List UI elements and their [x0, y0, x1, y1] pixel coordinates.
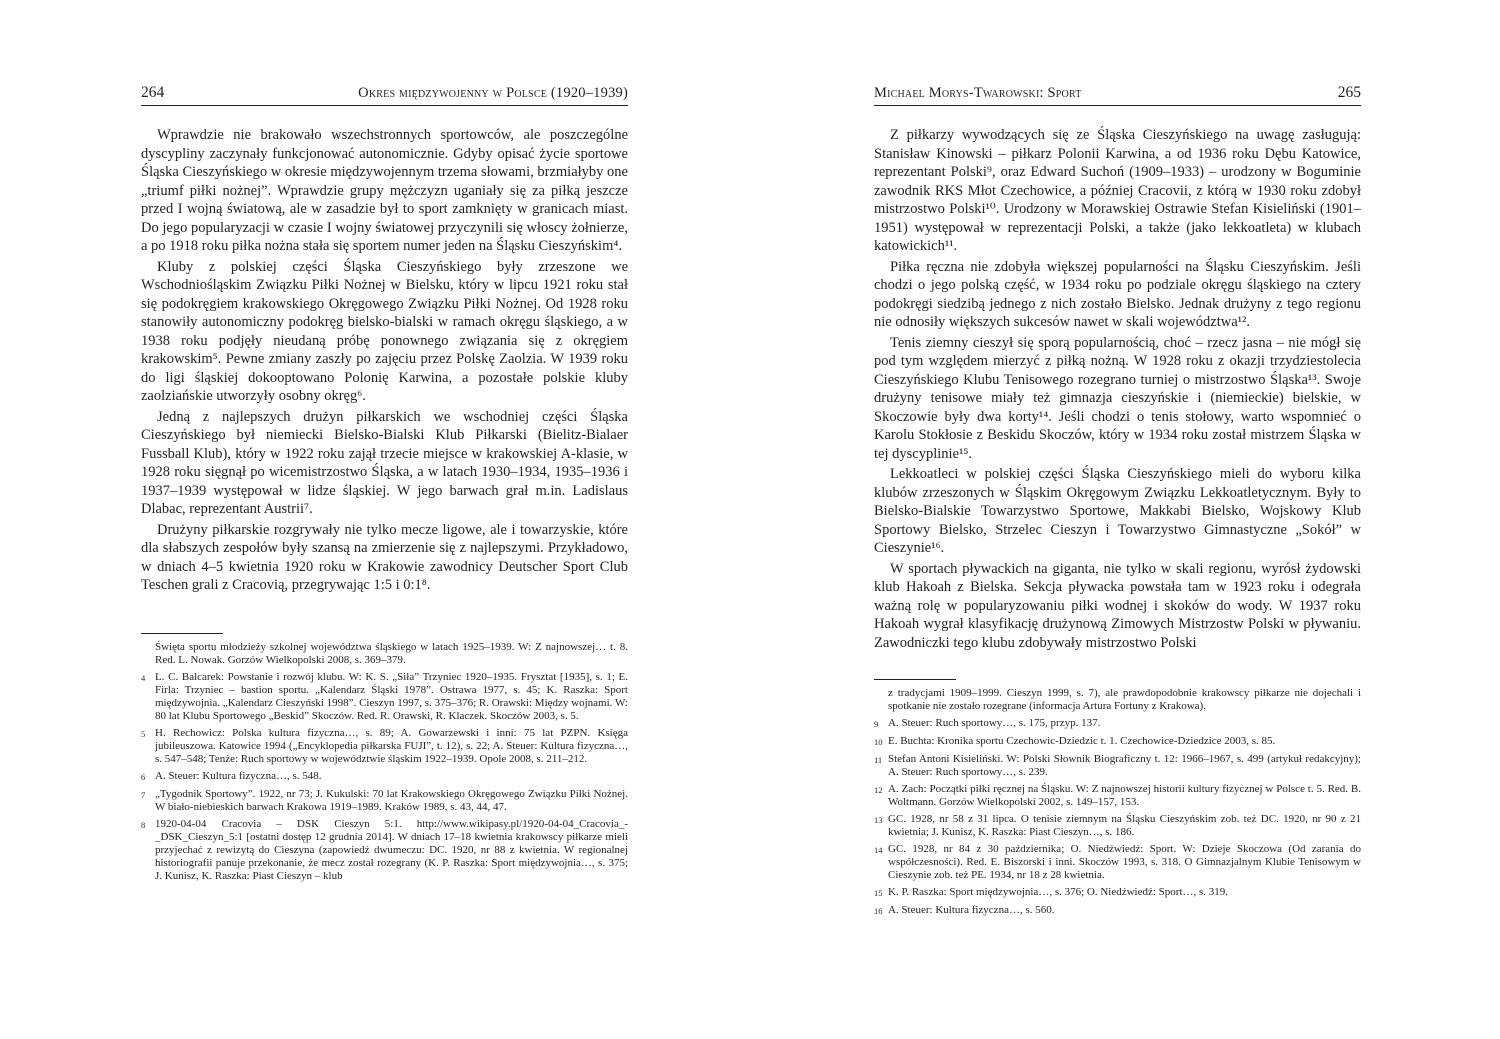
footnote: 16 A. Steuer: Kultura fizyczna…, s. 560.	[874, 904, 1055, 916]
footnote: 15 K. P. Raszka: Sport międzywojnia…, s. 376; O. Niedźwiedź: Sport…, s. 319.	[874, 886, 1229, 898]
left-page	[141, 84, 628, 882]
footnote: 11 Stefan Antoni Kisieliński. W: Polski Słownik Biograficzny t. 12: 1966–1967, s. 499 (artykuł redakcyjny); A. Steuer: Ruch sportowy…, s. 239.	[874, 753, 1361, 778]
right-footnotes	[874, 679, 1361, 922]
paragraph: Tenis ziemny cieszył się sporą popularnością, choć – rzecz jasna – nie mógł się pod tym względem mierzyć z piłką nożną. W 1928 roku z okazji trzydziestolecia Cieszyńskiego Klubu Tenisowego rozegrano turniej o mistrzostwo Śląska¹³. Swoje drużyny tenisowe miały też gimnazja cieszyńskie i (niemieckie) bielskie, w Skoczowie były dwa korty¹⁴. Jeśli chodzi o tenis stołowy, warto wspomnieć o Karolu Stokłosie z Beskidu Skoczów, który w 1934 roku został mistrzem Śląska w tej dyscyplinie¹⁵.	[874, 334, 1361, 462]
footnote: 10 E. Buchta: Kronika sportu Czechowic-Dziedzic t. 1. Czechowice-Dziedzice 2003, s. 85.	[874, 735, 1276, 747]
paragraph: Jedną z najlepszych drużyn piłkarskich we wschodniej części Śląska Cieszyńskiego był niemiecki Bielsko-Bialski Klub Piłkarski (Bielitz-Bialaer Fussball Klub), który w 1922 roku zajął trzecie miejsce w krakowskiej A-klasie, w 1928 roku sięgnął po wicemistrzostwo Śląska, a w latach 1930–1934, 1935–1936 i 1937–1939 występował w lidze śląskiej. W jego barwach grał m.in. Ladislaus Dlabac, reprezentant Austrii⁷.	[141, 408, 628, 517]
footnote: 5 H. Rechowicz: Polska kultura fizyczna…, s. 89; A. Gowarzewski i inni: 75 lat PZPN. Księga jubileuszowa. Katowice 1994 („Encyklopedia piłkarska FUJI”, t. 12), s. 22; A. Steuer: Kultura fizyczna…, s. 547–548; Tenże: Ruch sportowy w województwie śląskim 1922–1939. Opole 2008, s. 211–212.	[141, 727, 628, 765]
footnote-continuation: z tradycjami 1909–1999. Cieszyn 1999, s. 7), ale prawdopodobnie krakowscy piłkarze nie dojechali i spotkanie nie zostało rozegrane (informacja Artura Fortuny z Krakowa).	[888, 687, 1361, 712]
footnote: 6 A. Steuer: Kultura fizyczna…, s. 548.	[141, 770, 322, 782]
left-page-header	[141, 84, 628, 106]
footnote: 12 A. Zach: Początki piłki ręcznej na Śląsku. W: Z najnowszej historii kultury fizycznej w Polsce t. 5. Red. B. Woltmann. Gorzów Wielkopolski 2002, s. 149–157, 153.	[874, 783, 1361, 808]
footnote-rule	[874, 679, 956, 680]
running-title: Michael Morys-Twarowski: Sport	[874, 85, 1082, 101]
footnote: 7 „Tygodnik Sportowy”. 1922, nr 73; J. Kukulski: 70 lat Krakowskiego Okręgowego Związku Piłki Nożnej. W biało-niebieskich barwach Krakowa 1919–1989. Kraków 1989, s. 43, 44, 47.	[141, 788, 628, 813]
left-footnotes	[141, 633, 628, 887]
footnote: 14 GC. 1928, nr 84 z 30 października; O. Niedźwiedź: Sport. W: Dzieje Skoczowa (Od zarania do współczesności). Red. E. Biszorski i inni. Skoczów 1993, s. 318. O Gimnazjalnym Klubie Tenisowym w Cieszynie zob. też PE. 1934, nr 18 z 28 kwietnia.	[874, 843, 1361, 881]
paragraph: Lekkoatleci w polskiej części Śląska Cieszyńskiego mieli do wyboru kilka klubów zrzeszonych w Śląskim Okręgowym Związku Lekkoatletycznym. Były to Bielsko-Bialskie Towarzystwo Sportowe, Makkabi Bielsko, Wojskowy Klub Sportowy Bielsko, Strzelec Cieszyn i Towarzystwo Gimnastyczne „Sokół” w Cieszynie¹⁶.	[874, 466, 1361, 556]
page-number: 264	[141, 84, 165, 101]
footnote-rule	[141, 633, 223, 634]
right-page-header	[874, 84, 1361, 106]
running-title: Okres międzywojenny w Polsce (1920–1939)	[358, 85, 628, 101]
footnote: 9 A. Steuer: Ruch sportowy…, s. 175, przyp. 137.	[874, 717, 1101, 729]
paragraph: Piłka ręczna nie zdobyła większej popularności na Śląsku Cieszyńskim. Jeśli chodzi o jego polską część, w 1934 roku po podziale okręgu śląskiego na cztery podokręgi siedzibą jednego z nich zostało Bielsko. Jednak drużyny z tego regionu nie odnosiły większych sukcesów nawet w skali województwa¹².	[874, 258, 1361, 330]
right-page-body	[874, 126, 1361, 652]
footnote-continuation: Święta sportu młodzieży szkolnej województwa śląskiego w latach 1925–1939. W: Z najnowszej… t. 8. Red. L. Nowak. Gorzów Wielkopolski 2008, s. 369–379.	[155, 641, 628, 666]
left-page-body	[141, 126, 628, 595]
paragraph: Z piłkarzy wywodzących się ze Śląska Cieszyńskiego na uwagę zasługują: Stanisław Kinowski – piłkarz Polonii Karwina, a od 1936 roku Dębu Katowice, reprezentant Polski⁹, oraz Edward Suchoń (1909–1933) – urodzony w Boguminie zawodnik RKS Młot Czechowice, a później Cracovii, z którą w 1930 roku zdobył mistrzostwo Polski¹⁰. Urodzony w Morawskiej Ostrawie Stefan Kisieliński (1901–1951) występował w reprezentacji Polski, a także (jako lekkoatleta) w klubach katowickich¹¹.	[874, 127, 1361, 254]
paragraph: Kluby z polskiej części Śląska Cieszyńskiego były zrzeszone we Wschodniośląskim Związku Piłki Nożnej w Bielsku, który w lipcu 1921 roku stał się podokręgiem krakowskiego Okręgowego Związku Piłki Nożnej. Od 1928 roku stanowiły autonomiczny podokręg bielsko-bialski w ramach okręgu śląskiego, a w 1938 roku podjęły nieudaną próbę ponownego związania się z okręgiem krakowskim⁵. Pewne zmiany zaszły po zajęciu przez Polskę Zaolzia. W 1939 roku do ligi śląskiej dokooptowano Polonię Karwina, a pozostałe polskie kluby zaolziańskie utworzyły osobny okręg⁶.	[141, 258, 628, 404]
paragraph: Drużyny piłkarskie rozgrywały nie tylko mecze ligowe, ale i towarzyskie, które dla słabszych zespołów były szansą na zmierzenie się z najlepszymi. Przykładowo, w dniach 4–5 kwietnia 1920 roku w Krakowie zawodnicy Deutscher Sport Club Teschen grali z Cracovią, przegrywając 1:5 i 0:1⁸.	[141, 521, 628, 593]
footnote: 8 1920-04-04 Cracovia – DSK Cieszyn 5:1. http://www.wikipasy.pl/1920-04-04_Cracovia_-_DSK_Cieszyn_5:1 [ostatni dostęp 12 grudnia 2014]. W dniach 17–18 kwietnia krakowscy piłkarze mieli przyjechać z rewizytą do Cieszyna (zapowiedź dwumeczu: DC. 1920, nr 88 z kwietnia. W regionalnej historiografii panuje przekonanie, że mecz został rozegrany (K. P. Raszka: Sport międzywojnia…, s. 375; J. Kunisz, K. Raszka: Piast Cieszyn – klub	[141, 818, 628, 882]
right-page	[874, 84, 1361, 916]
paragraph: W sportach pływackich na giganta, nie tylko w skali regionu, wyrósł żydowski klub Hakoah z Bielska. Sekcja pływacka powstała tam w 1923 roku i odegrała ważną rolę w popularyzowaniu piłki wodnej i skoków do wody. W 1937 roku Hakoah wygrał klasyfikację drużynową Zimowych Mistrzostw Polski w pływaniu. Zawodniczki tego klubu zdobywały mistrzostwo Polski	[874, 560, 1361, 651]
footnote: 13 GC. 1928, nr 58 z 31 lipca. O tenisie ziemnym na Śląsku Cieszyńskim zob. też DC. 1920, nr 90 z 21 kwietnia; J. Kunisz, K. Raszka: Piast Cieszyn…, s. 186.	[874, 813, 1361, 838]
paragraph: Wprawdzie nie brakowało wszechstronnych sportowców, ale poszczególne dyscypliny zaczynały funkcjonować autonomicznie. Gdyby opisać życie sportowe Śląska Cieszyńskiego w okresie międzywojennym trzema słowami, brzmiałyby one „triumf piłki nożnej”. Wprawdzie grupy mężczyzn uganiały się za piłką jeszcze przed I wojną światową, ale w zasadzie był to sport zamknięty w granicach miast. Do jego popularyzacji w czasie I wojny światowej przyczynili się włoscy żołnierze, a po 1918 roku piłka nożna stała się sportem numer jeden na Śląsku Cieszyńskim⁴.	[141, 127, 628, 254]
page-number: 265	[1337, 84, 1361, 101]
footnote: 4 L. C. Balcarek: Powstanie i rozwój klubu. W: K. S. „Siła” Trzyniec 1920–1935. Frysztat [1935], s. 1; E. Firla: Trzyniec – bastion sportu. „Kalendarz Śląski 1978”. Ostrawa 1977, s. 45; K. Raszka: Sport międzywojnia. „Kalendarz Cieszyński 1998”. Cieszyn 1997, s. 375–376; R. Orawski: Między wojnami. W: 80 lat Klubu Sportowego „Beskid” Skoczów. Red. R. Orawski, R. Klaczek. Skoczów 2003, s. 5.	[141, 671, 628, 722]
